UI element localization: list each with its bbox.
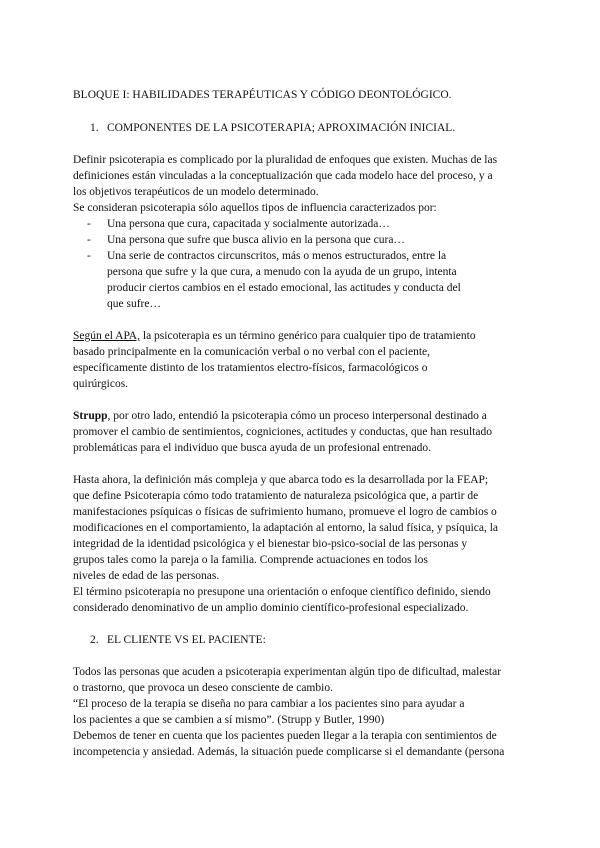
- paragraph-line: [73, 408, 487, 424]
- paragraph-line: Hasta ahora, la definición más compleja y que abarca todo es la desarrollada por la FEAP;: [73, 474, 489, 486]
- section-1-title: COMPONENTES DE LA PSICOTERAPIA; APROXIMACIÓN INICIAL.: [107, 122, 456, 134]
- paragraph-line: los objetivos terapéuticos de un modelo determinado.: [73, 186, 319, 198]
- bullet-text: Una persona que sufre que busca alivio en la persona que cura…: [107, 234, 405, 246]
- paragraph-line: los pacientes a que se cambien a sí mismo”. (Strupp y Butler, 1990): [73, 714, 385, 726]
- section-1-number: 1.: [90, 122, 99, 134]
- paragraph-line: Se consideran psicoterapia sólo aquellos tipos de influencia caracterizados por:: [73, 202, 437, 214]
- paragraph-line: promover el cambio de sentimientos, cogniciones, actitudes y conductas, que han resultado: [73, 426, 492, 438]
- paragraph-line: incompetencia y ansiedad. Además, la situación puede complicarse si el demandante (persona: [73, 746, 505, 758]
- paragraph-line: quirúrgicos.: [73, 378, 129, 390]
- paragraph-line: [73, 328, 476, 344]
- apa-line-rest: la psicoterapia es un término genérico para cualquier tipo de tratamiento: [140, 330, 476, 342]
- paragraph-line: considerado denominativo de un amplio dominio científico-profesional especializado.: [73, 602, 469, 614]
- bullet-text: persona que sufre y la que cura, a menudo con la ayuda de un grupo, intenta: [107, 266, 457, 278]
- paragraph-line: problemáticas para el individuo que busca ayuda de un profesional entrenado.: [73, 442, 431, 454]
- paragraph-line: Definir psicoterapia es complicado por la pluralidad de enfoques que existen. Muchas de las: [73, 154, 498, 166]
- section-2-title: EL CLIENTE VS EL PACIENTE:: [107, 634, 266, 646]
- bullet-dash: -: [87, 234, 91, 246]
- paragraph-line: Todos las personas que acuden a psicoterapia experimentan algún tipo de dificultad, malestar: [73, 666, 502, 678]
- paragraph-line: modificaciones en el comportamiento, la adaptación al entorno, la salud física, y psíquica, la: [73, 522, 499, 534]
- bullet-dash: -: [87, 218, 91, 230]
- bullet-dash: -: [87, 250, 91, 262]
- strupp-line-rest: , por otro lado, entendió la psicoterapia cómo un proceso interpersonal destinado a: [107, 410, 487, 422]
- bullet-text: producir ciertos cambios en el estado emocional, las actitudes y conducta del: [107, 282, 461, 294]
- bullet-text: que sufre…: [107, 298, 161, 310]
- paragraph-line: definiciones están vinculadas a la conceptualización que cada modelo hace del proceso, y a: [73, 170, 493, 182]
- strupp-lead: Strupp: [73, 410, 108, 422]
- paragraph-line: o trastorno, que provoca un deseo consciente de cambio.: [73, 682, 333, 694]
- paragraph-line: basado principalmente en la comunicación verbal o no verbal con el paciente,: [73, 346, 430, 358]
- paragraph-line: Debemos de tener en cuenta que los pacientes pueden llegar a la terapia con sentimientos de: [73, 730, 497, 742]
- bullet-text: Una serie de contractos circunscritos, más o menos estructurados, entre la: [107, 250, 447, 262]
- apa-lead: Según el APA,: [73, 330, 140, 342]
- paragraph-line: El término psicoterapia no presupone una orientación o enfoque científico definido, siendo: [73, 586, 491, 598]
- section-2-number: 2.: [90, 634, 99, 646]
- paragraph-line: manifestaciones psíquicas o físicas de sufrimiento humano, promueve el logro de cambios o: [73, 506, 497, 518]
- paragraph-line: grupos tales como la pareja o la familia. Comprende actuaciones en todos los: [73, 554, 428, 566]
- paragraph-line: integridad de la identidad psicológica y el bienestar bio-psico-social de las personas y: [73, 538, 468, 550]
- paragraph-line: específicamente distinto de los tratamientos electro-físicos, farmacológicos o: [73, 362, 428, 374]
- bullet-text: Una persona que cura, capacitada y socialmente autorizada…: [107, 218, 390, 230]
- paragraph-line: “El proceso de la terapia se diseña no para cambiar a los pacientes sino para ayudar a: [73, 698, 465, 710]
- paragraph-line: que define Psicoterapia cómo todo tratamiento de naturaleza psicológica que, a partir de: [73, 490, 479, 502]
- block-title: BLOQUE I: HABILIDADES TERAPÉUTICAS Y CÓDIGO DEONTOLÓGICO.: [73, 89, 452, 101]
- paragraph-line: niveles de edad de las personas.: [73, 570, 220, 582]
